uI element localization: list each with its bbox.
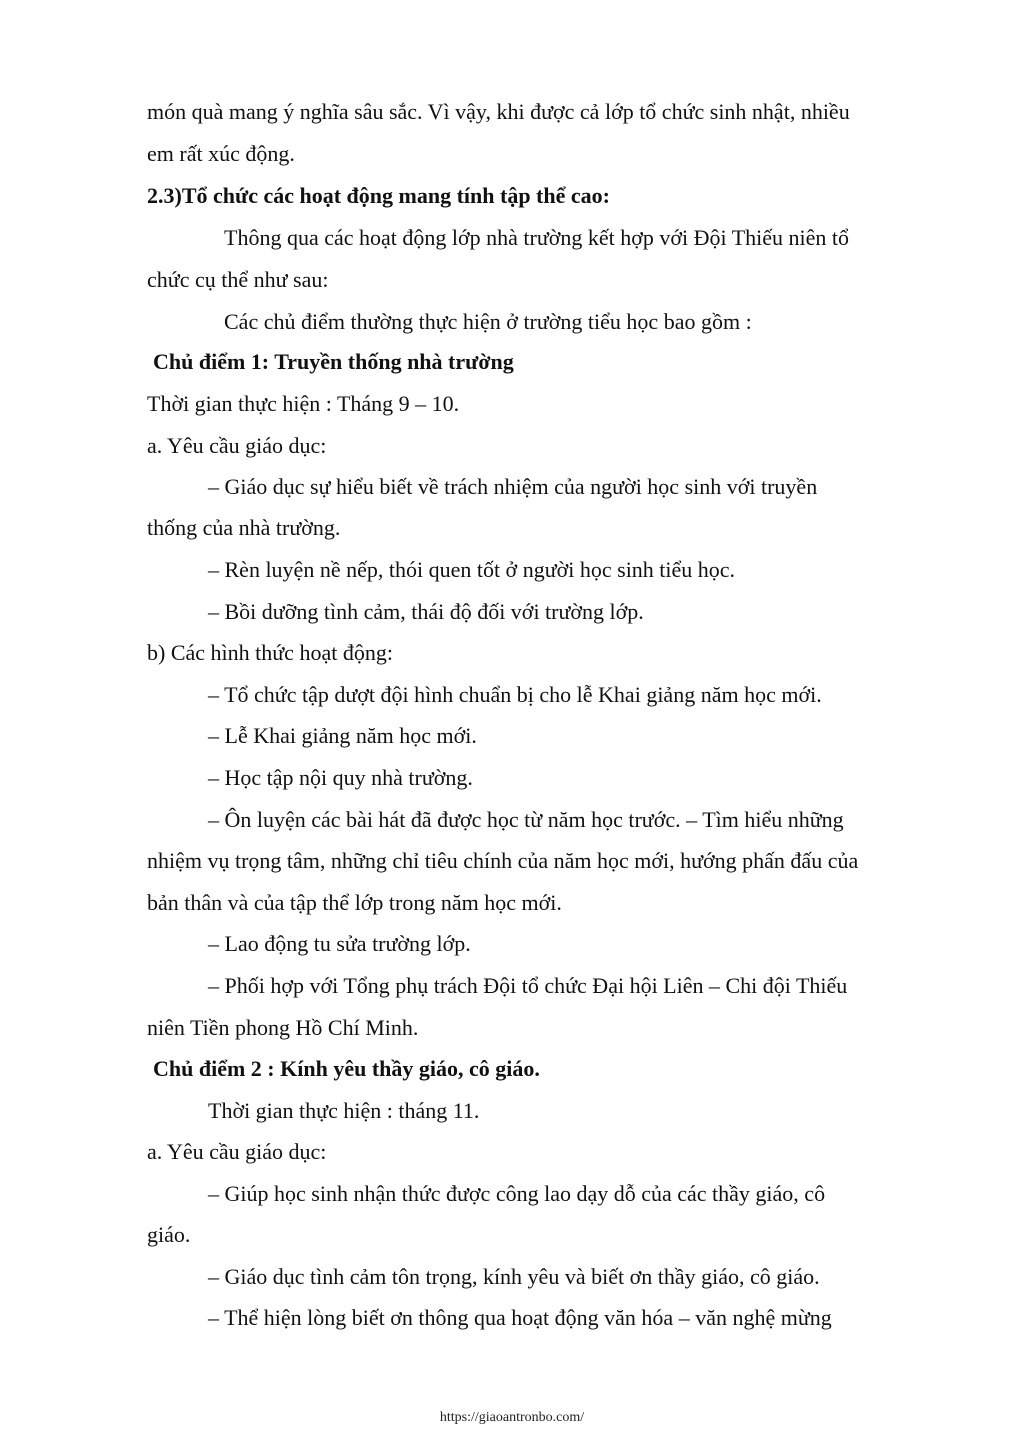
list-item: – Giáo dục tình cảm tôn trọng, kính yêu và biết ơn thầy giáo, cô giáo. (208, 1264, 820, 1289)
list-item: – Học tập nội quy nhà trường. (208, 765, 473, 790)
list-item: – Lao động tu sửa trường lớp. (208, 931, 471, 956)
text-line: Thời gian thực hiện : tháng 11. (208, 1098, 480, 1123)
footer-url[interactable]: https://giaoantronbo.com/ (439, 1410, 585, 1425)
list-item: – Giúp học sinh nhận thức được công lao dạy dỗ của các thầy giáo, cô (208, 1181, 826, 1206)
section-heading: 2.3)Tổ chức các hoạt động mang tính tập thể cao: (147, 183, 610, 208)
list-item: – Rèn luyện nề nếp, thói quen tốt ở người học sinh tiểu học. (208, 557, 736, 582)
text-line: nhiệm vụ trọng tâm, những chỉ tiêu chính của năm học mới, hướng phấn đấu của (147, 848, 859, 873)
text-line: chức cụ thể như sau: (147, 267, 329, 292)
text-line: niên Tiền phong Hồ Chí Minh. (147, 1015, 419, 1040)
list-item: – Giáo dục sự hiểu biết về trách nhiệm của người học sinh với truyền (208, 474, 818, 499)
list-item: – Bồi dưỡng tình cảm, thái độ đối với trường lớp. (208, 599, 644, 624)
text-line: Các chủ điểm thường thực hiện ở trường tiểu học bao gồm : (224, 309, 752, 334)
text-line: thống của nhà trường. (147, 515, 341, 540)
text-line: món quà mang ý nghĩa sâu sắc. Vì vậy, khi được cả lớp tổ chức sinh nhật, nhiều (147, 99, 850, 124)
text-line: giáo. (147, 1222, 191, 1247)
list-item: – Lễ Khai giảng năm học mới. (208, 723, 477, 748)
text-line: a. Yêu cầu giáo dục: (147, 1139, 327, 1164)
list-item: – Thể hiện lòng biết ơn thông qua hoạt động văn hóa – văn nghệ mừng (208, 1305, 832, 1330)
text-line: a. Yêu cầu giáo dục: (147, 433, 327, 458)
text-line: bản thân và của tập thể lớp trong năm học mới. (147, 890, 562, 915)
text-line: Thông qua các hoạt động lớp nhà trường kết hợp với Đội Thiếu niên tổ (224, 225, 850, 250)
topic-heading: Chủ điểm 2 : Kính yêu thầy giáo, cô giáo. (153, 1056, 540, 1081)
list-item: – Ôn luyện các bài hát đã được học từ năm học trước. – Tìm hiểu những (208, 807, 844, 832)
text-line: em rất xúc động. (147, 141, 295, 166)
text-line: b) Các hình thức hoạt động: (147, 640, 393, 665)
text-line: Thời gian thực hiện : Tháng 9 – 10. (147, 391, 460, 416)
list-item: – Tổ chức tập dượt đội hình chuẩn bị cho lễ Khai giảng năm học mới. (208, 682, 822, 707)
topic-heading: Chủ điểm 1: Truyền thống nhà trường (153, 349, 514, 374)
list-item: – Phối hợp với Tổng phụ trách Đội tổ chức Đại hội Liên – Chi đội Thiếu (208, 973, 848, 998)
